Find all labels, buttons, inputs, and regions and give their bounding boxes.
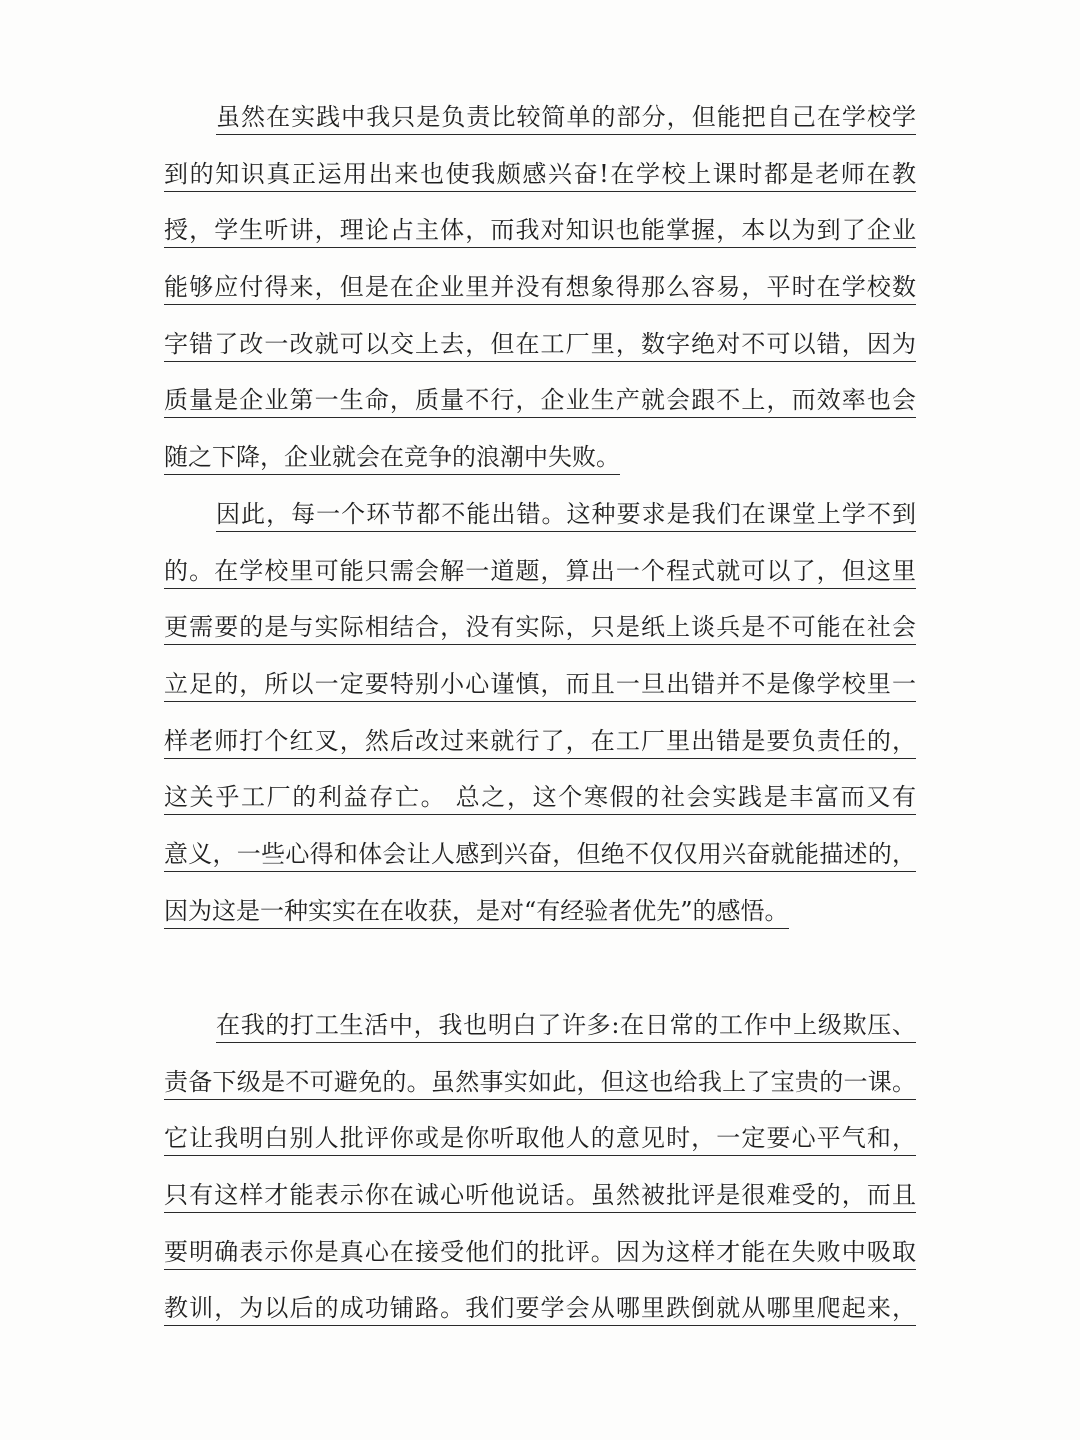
text-line <box>164 147 916 204</box>
text-line-content: 这关乎工厂的利益存亡。 总之，这个寒假的社会实践是丰富而又有 <box>164 781 916 815</box>
text-line <box>164 373 916 430</box>
text-line <box>164 90 916 147</box>
text-line-content: 教训，为以后的成功铺路。我们要学会从哪里跌倒就从哪里爬起来， <box>164 1292 916 1326</box>
paragraph-1 <box>164 90 916 487</box>
text-line-content: 只有这样才能表示你在诚心听他说话。虽然被批评是很难受的，而且 <box>164 1179 916 1213</box>
text-line-content: 立足的，所以一定要特别小心谨慎，而且一旦出错并不是像学校里一 <box>164 668 916 702</box>
text-line-content: 质量是企业第一生命，质量不行，企业生产就会跟不上，而效率也会 <box>164 384 916 418</box>
text-line-content: 它让我明白别人批评你或是你听取他人的意见时，一定要心平气和， <box>164 1122 916 1156</box>
text-line-content: 因此，每一个环节都不能出错。这种要求是我们在课堂上学不到 <box>216 498 916 532</box>
text-line <box>164 1168 916 1225</box>
text-line-content: 意义，一些心得和体会让人感到兴奋，但绝不仅仅用兴奋就能描述的， <box>164 838 916 872</box>
text-line-content: 在我的打工生活中，我也明白了许多:在日常的工作中上级欺压、 <box>216 1009 916 1043</box>
paragraph-3 <box>164 998 916 1338</box>
text-line-content: 字错了改一改就可以交上去，但在工厂里，数字绝对不可以错，因为 <box>164 328 916 362</box>
text-line-content: 虽然在实践中我只是负责比较简单的部分，但能把自己在学校学 <box>216 101 916 135</box>
text-line-content: 随之下降，企业就会在竞争的浪潮中失败。 <box>164 441 620 475</box>
text-line-content: 到的知识真正运用出来也使我颇感兴奋!在学校上课时都是老师在教 <box>164 158 916 192</box>
text-line <box>164 1281 916 1338</box>
text-line <box>164 430 916 487</box>
text-line <box>164 600 916 657</box>
text-line <box>164 544 916 601</box>
text-line-content: 的。在学校里可能只需会解一道题，算出一个程式就可以了，但这里 <box>164 555 916 589</box>
text-line <box>164 884 916 941</box>
text-line <box>164 317 916 374</box>
text-line-content: 责备下级是不可避免的。虽然事实如此，但这也给我上了宝贵的一课。 <box>164 1066 916 1100</box>
text-line-content: 授，学生听讲，理论占主体，而我对知识也能掌握，本以为到了企业 <box>164 214 916 248</box>
text-line <box>164 1111 916 1168</box>
text-line <box>164 260 916 317</box>
text-line-content: 更需要的是与实际相结合，没有实际，只是纸上谈兵是不可能在社会 <box>164 611 916 645</box>
text-line <box>164 714 916 771</box>
text-line <box>164 827 916 884</box>
text-line-content: 能够应付得来，但是在企业里并没有想象得那么容易，平时在学校数 <box>164 271 916 305</box>
text-line <box>164 1225 916 1282</box>
text-line-content: 因为这是一种实实在在收获，是对“有经验者优先”的感悟。 <box>164 895 789 929</box>
text-line <box>164 487 916 544</box>
text-line-content: 样老师打个红叉，然后改过来就行了，在工厂里出错是要负责任的， <box>164 725 916 759</box>
text-line-content: 要明确表示你是真心在接受他们的批评。因为这样才能在失败中吸取 <box>164 1236 916 1270</box>
text-line <box>164 657 916 714</box>
text-line <box>164 770 916 827</box>
paragraph-2 <box>164 487 916 941</box>
text-line <box>164 203 916 260</box>
text-line <box>164 998 916 1055</box>
text-line <box>164 1055 916 1112</box>
